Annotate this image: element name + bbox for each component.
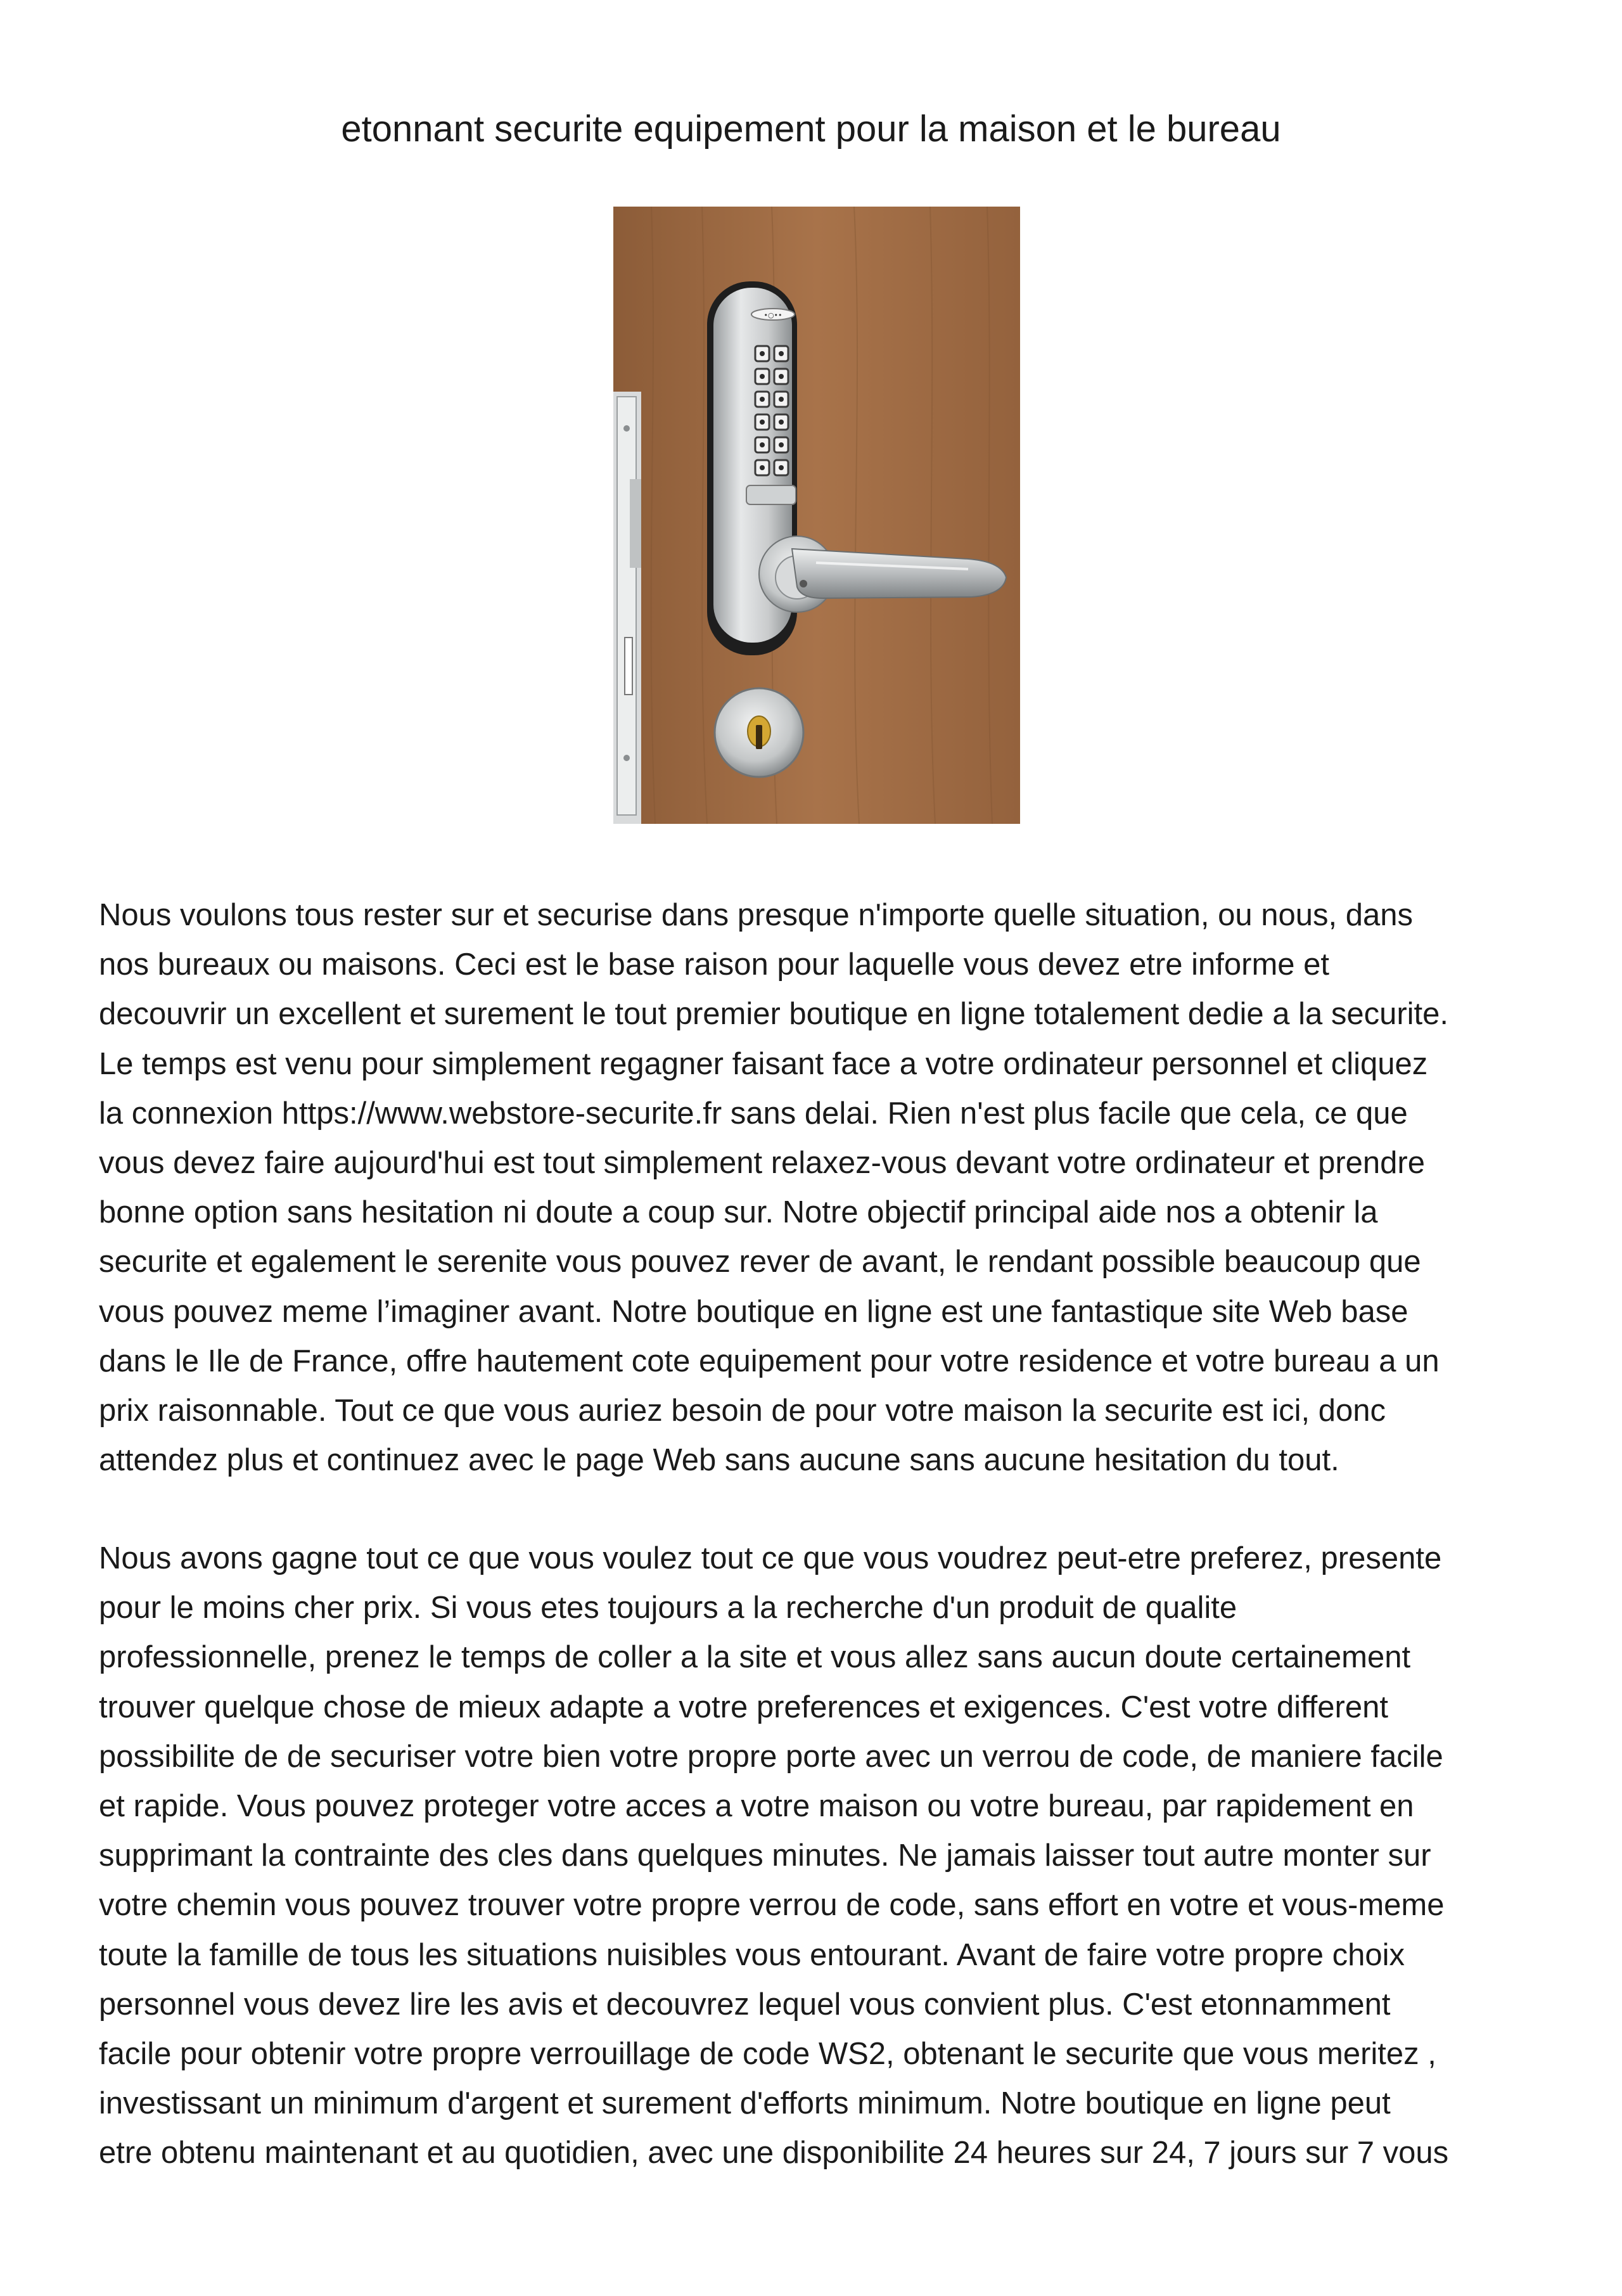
svg-text:•○••: •○•• bbox=[763, 311, 782, 319]
code-lock-door-handle-image bbox=[613, 207, 1020, 824]
document-title: etonnant securite equipement pour la maison et le bureau bbox=[341, 108, 1281, 150]
paragraph-body: Nous avons gagne tout ce que vous voulez tout ce que vous voudrez peut-etre preferez, presente pour le moins cher prix. Si vous etes toujours a la recherche d'un produit de qualite professionnelle, prenez le temps de coller a la site et vous allez sans aucun doute certainement trouver quelque chose de mieux adapte a votre preferences et exigences. C'est votre different possibilite de de securiser votre bien votre propre porte avec un verrou de code, de maniere facile et rapide. Vous pouvez proteger votre acces a votre maison ou votre bureau, par rapidement en supprimant la contrainte des cles dans quelques minutes. Ne jamais laisser tout autre monter sur votre chemin vous pouvez trouver votre propre verrou de code, sans effort en votre et vous-meme toute la famille de tous les situations nuisibles vous entourant. Avant de faire votre propre choix personnel vous devez lire les avis et decouvrez lequel vous convient plus. C'est etonnamment facile pour obtenir votre propre verrouillage de code WS2, obtenant le securite que vous meritez , investissant un minimum d'argent et surement d'efforts minimum. Notre boutique en ligne peut etre obtenu maintenant et au quotidien, avec une disponibilite 24 heures sur 24, 7 jours sur 7 vous bbox=[99, 1541, 1449, 2171]
paragraph-intro: Nous voulons tous rester sur et securise dans presque n'importe quelle situation, ou nous, dans nos bureaux ou maisons. Ceci est le base raison pour laquelle vous devez etre informe et decouvrir un excellent et surement le tout premier boutique en ligne totalement dedie a la securite. Le temps est venu pour simplement regagner faisant face a votre ordinateur personnel et cliquez la connexion https://www.webstore-securite.fr sans delai. Rien n'est plus facile que cela, ce que vous devez faire aujourd'hui est tout simplement relaxez-vous devant votre ordinateur et prendre bonne option sans hesitation ni doute a coup sur. Notre objectif principal aide nos a obtenir la securite et egalement le serenite vous pouvez rever de avant, le rendant possible beaucoup que vous pouvez meme l’imaginer avant. Notre boutique en ligne est une fantastique site Web base dans le Ile de France, offre hautement cote equipement pour votre residence et votre bureau a un prix raisonnable. Tout ce que vous auriez besoin de pour votre maison la securite est ici, donc attendez plus et continuez avec le page Web sans aucune sans aucune hesitation du tout. bbox=[99, 898, 1449, 1478]
